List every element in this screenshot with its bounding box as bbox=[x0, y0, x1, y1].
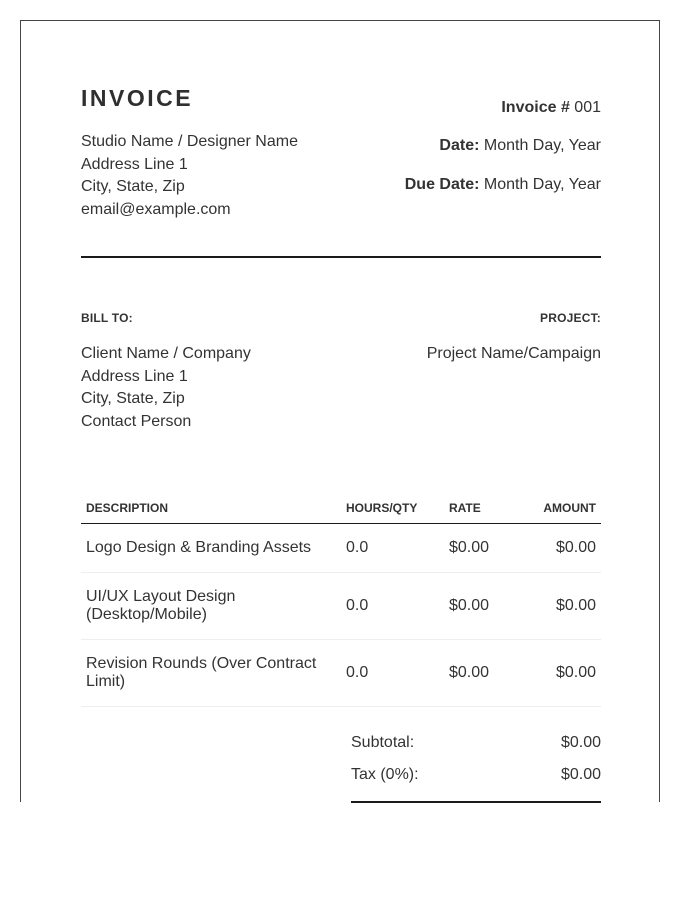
item-qty: 0.0 bbox=[341, 524, 444, 573]
tax-label: Tax (0%): bbox=[351, 766, 419, 783]
item-amount: $0.00 bbox=[525, 524, 601, 573]
column-header-description: DESCRIPTION bbox=[81, 493, 341, 524]
client-contact-person: Contact Person bbox=[81, 412, 192, 430]
project-name: Project Name/Campaign bbox=[426, 345, 601, 362]
column-header-hours-qty: HOURS/QTY bbox=[341, 493, 444, 524]
invoice-date-value: Month Day, Year bbox=[483, 137, 601, 154]
invoice-date-label: Date: bbox=[439, 137, 480, 154]
item-description: UI/UX Layout Design (Desktop/Mobile) bbox=[81, 573, 341, 640]
studio-city-state-zip: City, State, Zip bbox=[81, 178, 185, 195]
item-amount: $0.00 bbox=[525, 573, 601, 640]
invoice-date-row bbox=[439, 135, 601, 157]
column-header-rate: RATE bbox=[444, 493, 525, 524]
column-header-amount: AMOUNT bbox=[525, 493, 601, 524]
table-row bbox=[81, 524, 601, 573]
studio-address-line: Address Line 1 bbox=[81, 155, 188, 173]
invoice-page bbox=[20, 20, 660, 802]
invoice-title: INVOICE bbox=[81, 85, 194, 111]
due-date-value: Month Day, Year bbox=[483, 176, 601, 193]
table-row bbox=[81, 640, 601, 707]
project-label: PROJECT: bbox=[540, 311, 601, 325]
item-rate: $0.00 bbox=[444, 640, 525, 707]
totals-divider bbox=[351, 801, 601, 803]
invoice-number-row bbox=[501, 97, 601, 119]
table-header-row bbox=[81, 493, 601, 524]
client-name: Client Name / Company bbox=[81, 345, 251, 362]
studio-address-block bbox=[81, 131, 298, 221]
invoice-number-label: Invoice # bbox=[501, 99, 570, 116]
line-items-table bbox=[81, 493, 601, 707]
client-address-line: Address Line 1 bbox=[81, 367, 188, 385]
header-divider bbox=[81, 256, 601, 258]
subtotal-label: Subtotal: bbox=[351, 734, 415, 751]
client-city-state-zip: City, State, Zip bbox=[81, 390, 185, 407]
item-rate: $0.00 bbox=[444, 524, 525, 573]
tax-row bbox=[351, 764, 601, 786]
item-qty: 0.0 bbox=[341, 573, 444, 640]
table-row bbox=[81, 573, 601, 640]
studio-email: email@example.com bbox=[81, 200, 231, 218]
item-description: Logo Design & Branding Assets bbox=[81, 524, 341, 573]
item-rate: $0.00 bbox=[444, 573, 525, 640]
bill-to-block bbox=[81, 343, 251, 433]
bill-to-label: BILL TO: bbox=[81, 311, 133, 325]
item-description: Revision Rounds (Over Contract Limit) bbox=[81, 640, 341, 707]
invoice-number-value: 001 bbox=[574, 99, 601, 116]
item-qty: 0.0 bbox=[341, 640, 444, 707]
due-date-row bbox=[405, 174, 601, 196]
item-amount: $0.00 bbox=[525, 640, 601, 707]
subtotal-value: $0.00 bbox=[560, 734, 601, 751]
due-date-label: Due Date: bbox=[404, 176, 480, 193]
subtotal-row bbox=[351, 732, 601, 754]
tax-value: $0.00 bbox=[560, 766, 601, 783]
studio-name: Studio Name / Designer Name bbox=[81, 133, 298, 150]
